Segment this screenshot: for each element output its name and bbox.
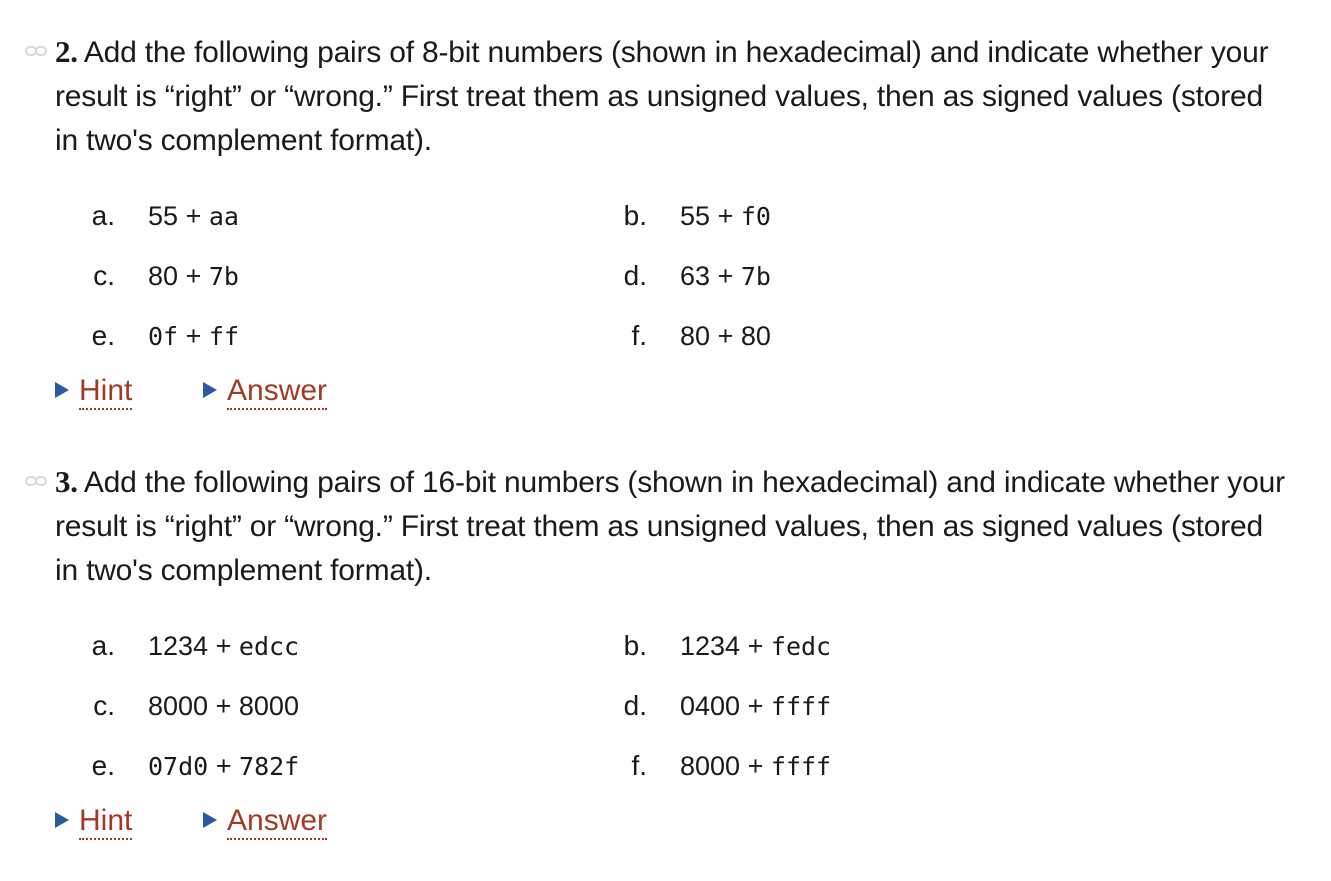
answer-toggle[interactable] — [203, 371, 327, 411]
hint-toggle[interactable] — [55, 801, 132, 841]
problem-item — [585, 261, 771, 291]
problem-item — [585, 321, 771, 351]
problem-operand-left: 8000 — [148, 691, 209, 721]
exercise-text: Add the following pairs of 8-bit numbers (shown in hexadecimal) and indicate whether your result is “right” or “wrong.” First treat them as unsigned values, then as signed values (stored in two's complement format). — [55, 36, 1269, 157]
problem-letter: f. — [631, 320, 647, 351]
problem-operator: + — [717, 321, 734, 351]
exercise-prompt — [55, 460, 1285, 593]
problem-operator: + — [215, 691, 232, 721]
exercise-prompt — [55, 30, 1285, 163]
problem-operand-right: ffff — [770, 752, 832, 781]
problem-operator: + — [215, 631, 232, 661]
problem-operand-right: 7b — [208, 262, 239, 291]
problem-letter: d. — [623, 690, 647, 721]
exercise-number: 3. — [55, 464, 78, 499]
problem-item — [585, 201, 771, 231]
problem-letter: b. — [623, 200, 647, 231]
link-icon[interactable] — [25, 474, 47, 488]
exercise-2 — [55, 30, 1285, 411]
problem-operand-left: 80 — [680, 321, 711, 351]
problem-item — [585, 751, 831, 781]
problem-operand-left: 8000 — [680, 751, 741, 781]
problem-operand-left: 55 — [148, 201, 179, 231]
problem-operand-left: 1234 — [148, 631, 209, 661]
problem-letter: f. — [631, 750, 647, 781]
disclosure-row — [55, 801, 1285, 841]
problem-item — [53, 321, 239, 351]
problem-operand-left: 0f — [148, 322, 179, 351]
problem-operand-right: 80 — [740, 321, 771, 351]
problem-letter: e. — [91, 320, 115, 351]
problem-item — [53, 201, 239, 231]
problem-operator: + — [717, 201, 734, 231]
link-icon[interactable] — [25, 44, 47, 58]
problem-operand-left: 0400 — [680, 691, 741, 721]
disclosure-triangle-icon — [55, 382, 69, 398]
problem-operand-right: f0 — [740, 202, 771, 231]
problem-operand-left: 63 — [680, 261, 711, 291]
answer-label: Answer — [227, 374, 327, 410]
problem-letter: d. — [623, 260, 647, 291]
problem-operand-left: 80 — [148, 261, 179, 291]
hint-label: Hint — [79, 374, 132, 410]
disclosure-triangle-icon — [203, 382, 217, 398]
problem-item — [585, 631, 831, 661]
problem-operator: + — [747, 751, 764, 781]
exercise-number: 2. — [55, 34, 78, 69]
problem-item — [53, 631, 299, 661]
disclosure-triangle-icon — [55, 812, 69, 828]
problem-operand-left: 55 — [680, 201, 711, 231]
problem-item — [53, 261, 239, 291]
problem-operand-right: fedc — [770, 632, 832, 661]
problem-operand-right: aa — [208, 202, 239, 231]
exercise-3 — [55, 460, 1285, 841]
problem-operator: + — [717, 261, 734, 291]
problem-letter: b. — [623, 630, 647, 661]
problem-item — [53, 751, 299, 781]
hint-label: Hint — [79, 804, 132, 840]
problem-operator: + — [747, 691, 764, 721]
hint-toggle[interactable] — [55, 371, 132, 411]
problem-operator: + — [747, 631, 764, 661]
problem-operator: + — [185, 261, 202, 291]
problem-item — [585, 691, 831, 721]
problem-letter: c. — [93, 690, 115, 721]
problem-operand-right: 782f — [239, 752, 300, 781]
problem-letter: c. — [93, 260, 115, 291]
problem-operand-left: 1234 — [680, 631, 741, 661]
problem-letter: a. — [91, 200, 115, 231]
problem-list — [55, 201, 1285, 381]
problem-operand-right: ffff — [770, 692, 832, 721]
problem-operator: + — [185, 201, 202, 231]
problem-operand-right: 7b — [740, 262, 771, 291]
problem-operand-left: 07d0 — [148, 752, 209, 781]
answer-toggle[interactable] — [203, 801, 327, 841]
problem-operator: + — [215, 751, 232, 781]
problem-item — [53, 691, 299, 721]
exercise-text: Add the following pairs of 16-bit numbers (shown in hexadecimal) and indicate whether your result is “right” or “wrong.” First treat them as unsigned values, then as signed values (stored in two's complement format). — [55, 466, 1285, 587]
problem-operand-right: ff — [208, 322, 240, 351]
disclosure-row — [55, 371, 1285, 411]
answer-label: Answer — [227, 804, 327, 840]
problem-operator: + — [185, 321, 202, 351]
problem-list — [55, 631, 1285, 811]
problem-operand-right: edcc — [238, 632, 300, 661]
problem-letter: a. — [91, 630, 115, 661]
problem-letter: e. — [91, 750, 115, 781]
problem-operand-right: 8000 — [238, 691, 299, 721]
disclosure-triangle-icon — [203, 812, 217, 828]
